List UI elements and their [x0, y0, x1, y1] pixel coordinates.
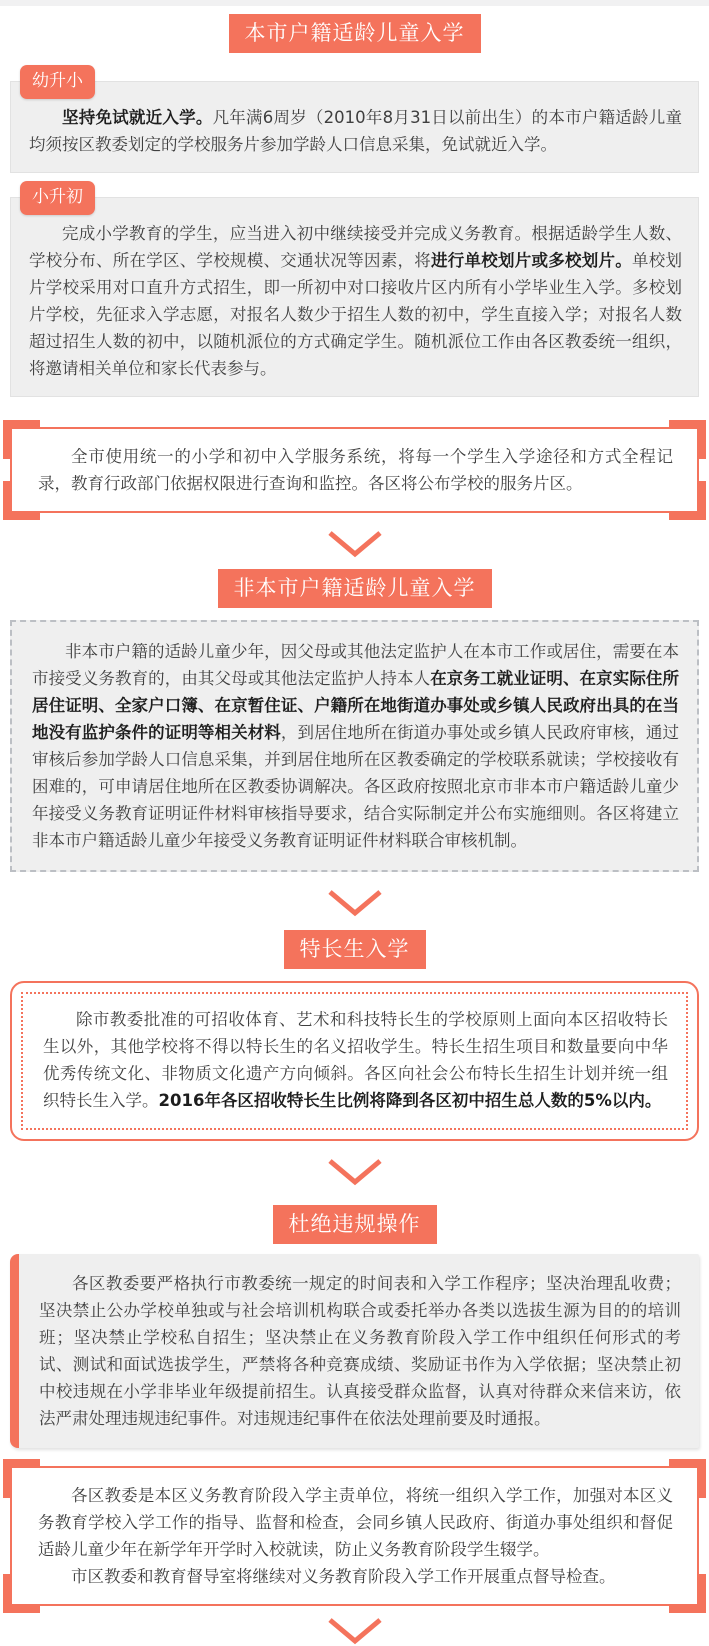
talent-enrollment-box — [10, 981, 699, 1141]
primary-enrollment-text: 坚持免试就近入学。凡年满6周岁（2010年8月31日以前出生）的本市户籍适龄儿童均须按区教委划定的学校服务片参加学龄人口信息采集，免试就近入学。 — [29, 108, 682, 155]
corner-bracket-icon — [669, 1574, 706, 1613]
tab-primary: 幼升小 — [20, 65, 95, 99]
header-badge-violation: 杜绝违规操作 — [273, 1205, 437, 1244]
talent-enrollment-text: 除市教委批准的可招收体育、艺术和科技特长生的学校原则上面向本区招收特长生以外，其他学校将不得以特长生的名义招收学生。特长生招生项目和数量要向中华优秀传统文化、非物质文化遗产方向倾斜。各区向社会公布特长生招生计划并统一组织特长生入学。2016年各区招收特长生比例将降到各区初中招生总人数的5%以内。 — [43, 1010, 668, 1111]
chevron-down-icon — [0, 1616, 709, 1646]
page-top-strip — [0, 0, 709, 6]
violation-rules-text: 各区教委要严格执行市教委统一规定的时间表和入学工作程序；坚决治理乱收费；坚决禁止公办学校单独或与社会培训机构联合或委托举办各类以选拔生源为目的的培训班；坚决禁止学校私自招生；坚决禁止在义务教育阶段入学工作中组织任何形式的考试、测试和面试选拔学生，严禁将各种竞赛成绩、奖励证书作为入学依据；坚决禁止初中校违规在小学非毕业年级提前招生。认真接受群众监督，认真对待群众来信来访，依法严肃处理违规违纪事件。对违规违纪事件在依法处理前要及时通报。 — [39, 1274, 681, 1429]
primary-enrollment-box — [10, 81, 699, 173]
section-junior-enrollment — [10, 187, 699, 397]
violation-rules-box — [10, 1254, 699, 1448]
corner-bracket-icon — [3, 481, 40, 520]
junior-enrollment-text: 完成小学教育的学生，应当进入初中继续接受并完成义务教育。根据适龄学生人数、学校分布、所在学区、学校规模、交通状况等因素，将进行单校划片或多校划片。单校划片学校采用对口直升方式招生，即一所初中对口接收片区内所有小学毕业生入学。多校划片学校，先征求入学志愿，对报名人数少于招生人数的初中，学生直接入学；对报名人数超过招生人数的初中，以随机派位的方式确定学生。随机派位工作由各区教委统一组织，将邀请相关单位和家长代表参与。 — [29, 224, 682, 379]
section-primary-enrollment — [10, 71, 699, 173]
nonlocal-enrollment-text: 非本市户籍的适龄儿童少年，因父母或其他法定监护人在本市工作或居住，需要在本市接受义务教育的，由其父母或其他法定监护人持本人在京务工就业证明、在京实际住所居住证明、全家户口簿、在京暂住证、户籍所在地街道办事处或乡镇人民政府出具的在当地没有监护条件的证明等相关材料，到居住地所在街道办事处或乡镇人民政府审核，通过审核后参加学龄人口信息采集，并到居住地所在区教委确定的学校联系就读；学校接收有困难的，可申请居住地所在区教委协调解决。各区政府按照北京市非本市户籍适龄儿童少年接受义务教育证明证件材料审核指导要求，结合实际制定并公布实施细则。各区将建立非本市户籍适龄儿童少年接受义务教育证明证件材料联合审核机制。 — [32, 642, 680, 851]
responsibility-box — [10, 1466, 699, 1606]
corner-bracket-icon — [669, 1459, 706, 1498]
corner-bracket-icon — [3, 420, 40, 459]
tab-junior: 小升初 — [20, 181, 95, 215]
service-system-box — [10, 427, 699, 513]
corner-bracket-icon — [3, 1574, 40, 1613]
responsibility-text-1: 各区教委是本区义务教育阶段入学主责单位，将统一组织入学工作，加强对本区义务教育学校入学工作的指导、监督和检查，会同乡镇人民政府、街道办事处组织和督促适龄儿童少年在新学年开学时入校就读，防止义务教育阶段学生辍学。 — [38, 1486, 673, 1560]
corner-bracket-icon — [669, 420, 706, 459]
chevron-down-icon — [0, 529, 709, 559]
chevron-down-icon — [0, 1157, 709, 1187]
talent-enrollment-inner — [21, 992, 688, 1130]
corner-bracket-icon — [3, 1459, 40, 1498]
header-badge-nonlocal: 非本市户籍适龄儿童入学 — [218, 569, 492, 608]
junior-enrollment-box — [10, 197, 699, 397]
corner-bracket-icon — [669, 481, 706, 520]
header-badge-talent: 特长生入学 — [284, 930, 426, 969]
chevron-down-icon — [0, 888, 709, 918]
responsibility-text-2: 市区教委和教育督导室将继续对义务教育阶段入学工作开展重点督导检查。 — [71, 1567, 616, 1587]
service-system-text: 全市使用统一的小学和初中入学服务系统，将每一个学生入学途径和方式全程记录，教育行政部门依据权限进行查询和监控。各区将公布学校的服务片区。 — [38, 447, 673, 494]
nonlocal-enrollment-box — [10, 620, 699, 872]
header-badge-local: 本市户籍适龄儿童入学 — [229, 14, 481, 53]
